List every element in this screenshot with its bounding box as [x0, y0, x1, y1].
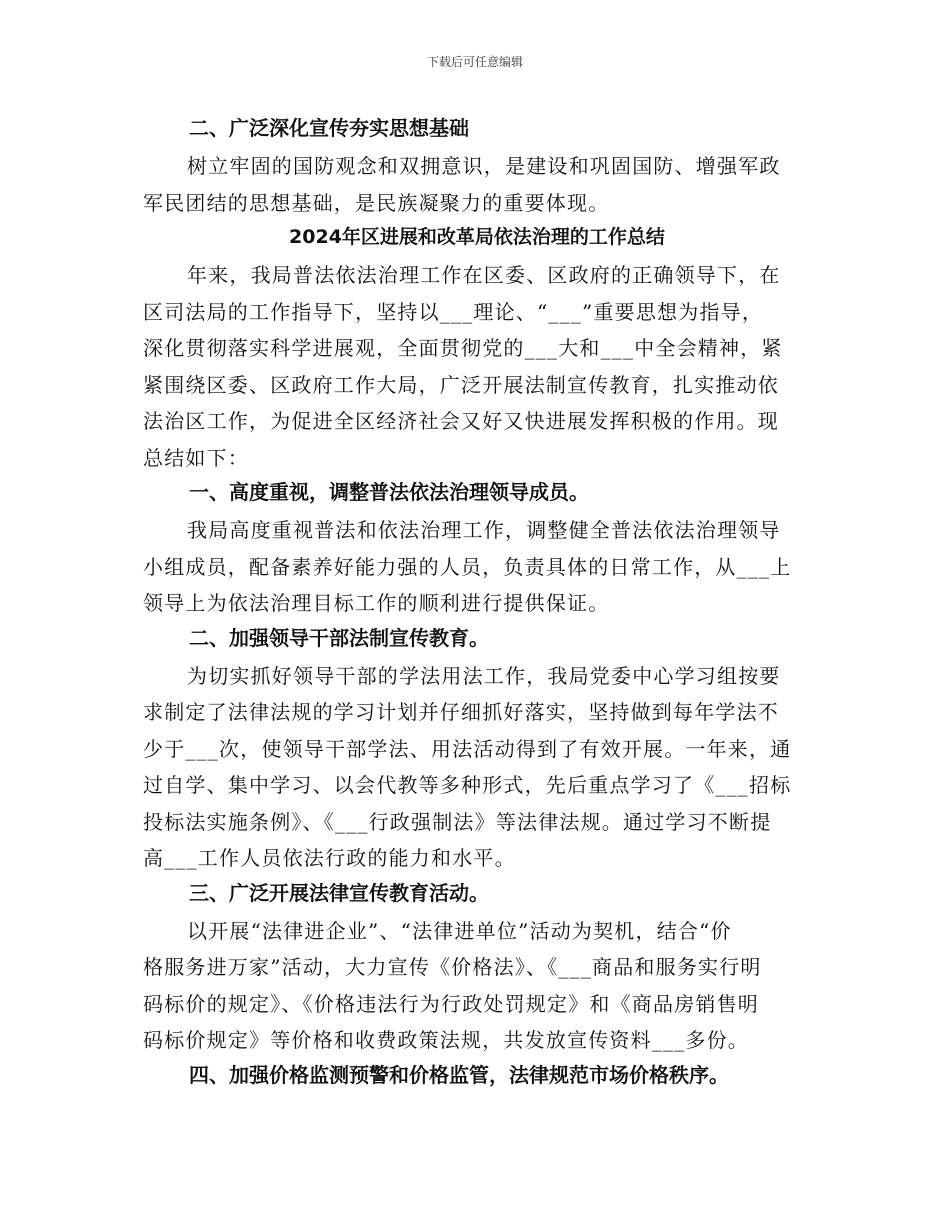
paragraph-line: 码标价的规定》、《价格违法行为行政处罚规定》和《商品房销售明 — [143, 991, 759, 1016]
paragraph-line: 高___工作人员依法行政的能力和水平。 — [143, 846, 516, 870]
paragraph-line: 求制定了法律法规的学习计划并仔细抓好落实，坚持做到每年学法不 — [143, 700, 779, 724]
paragraph-line: 法治区工作，为促进全区经济社会又好又快进展发挥积极的作用。现 — [143, 409, 779, 433]
paragraph-line: 以开展“法律进企业”、“法律进单位”活动为契机，结合“价 — [187, 918, 732, 943]
section-heading-2: 二、加强领导干部法制宣传教育。 — [189, 625, 489, 650]
section-heading-3: 三、广泛开展法律宣传教育活动。 — [189, 880, 489, 905]
paragraph-line: 领导上为依法治理目标工作的顺利进行提供保证。 — [143, 591, 610, 615]
paragraph-line: 我局高度重视普法和依法治理工作，调整健全普法依法治理领导 — [187, 518, 781, 542]
section-heading-1: 一、高度重视，调整普法依法治理领导成员。 — [189, 480, 589, 504]
document-body — [143, 112, 811, 1095]
paragraph-line: 总结如下： — [143, 445, 249, 470]
paragraph-line: 为切实抓好领导干部的学法用法工作，我局党委中心学习组按要 — [187, 663, 781, 688]
paragraph-line: 少于___次，使领导干部学法、用法活动得到了有效开展。一年来，通 — [143, 736, 792, 761]
paragraph-section-1 — [143, 512, 811, 622]
paragraph-line: 区司法局的工作指导下，坚持以___理论、“___”重要思想为指导， — [143, 299, 764, 324]
paragraph-prev — [143, 148, 811, 221]
paragraph-line: 深化贯彻落实科学进展观，全面贯彻党的___大和___中全会精神，紧 — [143, 336, 783, 360]
paragraph-intro — [143, 257, 811, 476]
paragraph-line: 树立牢固的国防观念和双拥意识，是建设和巩固国防、增强军政 — [187, 154, 781, 178]
paragraph-line: 格服务进万家”活动，大力宣传《价格法》、《___商品和服务实行明 — [143, 955, 762, 979]
section-heading-4: 四、加强价格监测预警和价格监管，法律规范市场价格秩序。 — [189, 1062, 729, 1087]
paragraph-line: 紧围绕区委、区政府工作大局，广泛开展法制宣传教育，扎实推动依 — [143, 372, 779, 397]
paragraph-line: 年来，我局普法依法治理工作在区委、区政府的正确领导下，在 — [187, 263, 781, 287]
paragraph-line: 过自学、集中学习、以会代教等多种形式，先后重点学习了《___招标 — [143, 773, 792, 797]
paragraph-section-2 — [143, 658, 811, 877]
paragraph-section-3 — [143, 913, 811, 1059]
section-heading-prev: 二、广泛深化宣传夯实思想基础 — [189, 116, 469, 140]
paragraph-line: 投标法实施条例》、《___行政强制法》等法律法规。通过学习不断提 — [143, 809, 772, 834]
header-note: 下载后可任意编辑 — [426, 55, 523, 69]
paragraph-line: 小组成员，配备素养好能力强的人员，负责具体的日常工作，从___上 — [143, 554, 792, 579]
paragraph-line: 军民团结的思想基础，是民族凝聚力的重要体现。 — [143, 190, 610, 215]
document-title: 2024年区进展和改革局依法治理的工作总结 — [289, 226, 665, 248]
paragraph-line: 码标价规定》等价格和收费政策法规，共发放宣传资料___多份。 — [143, 1028, 749, 1052]
